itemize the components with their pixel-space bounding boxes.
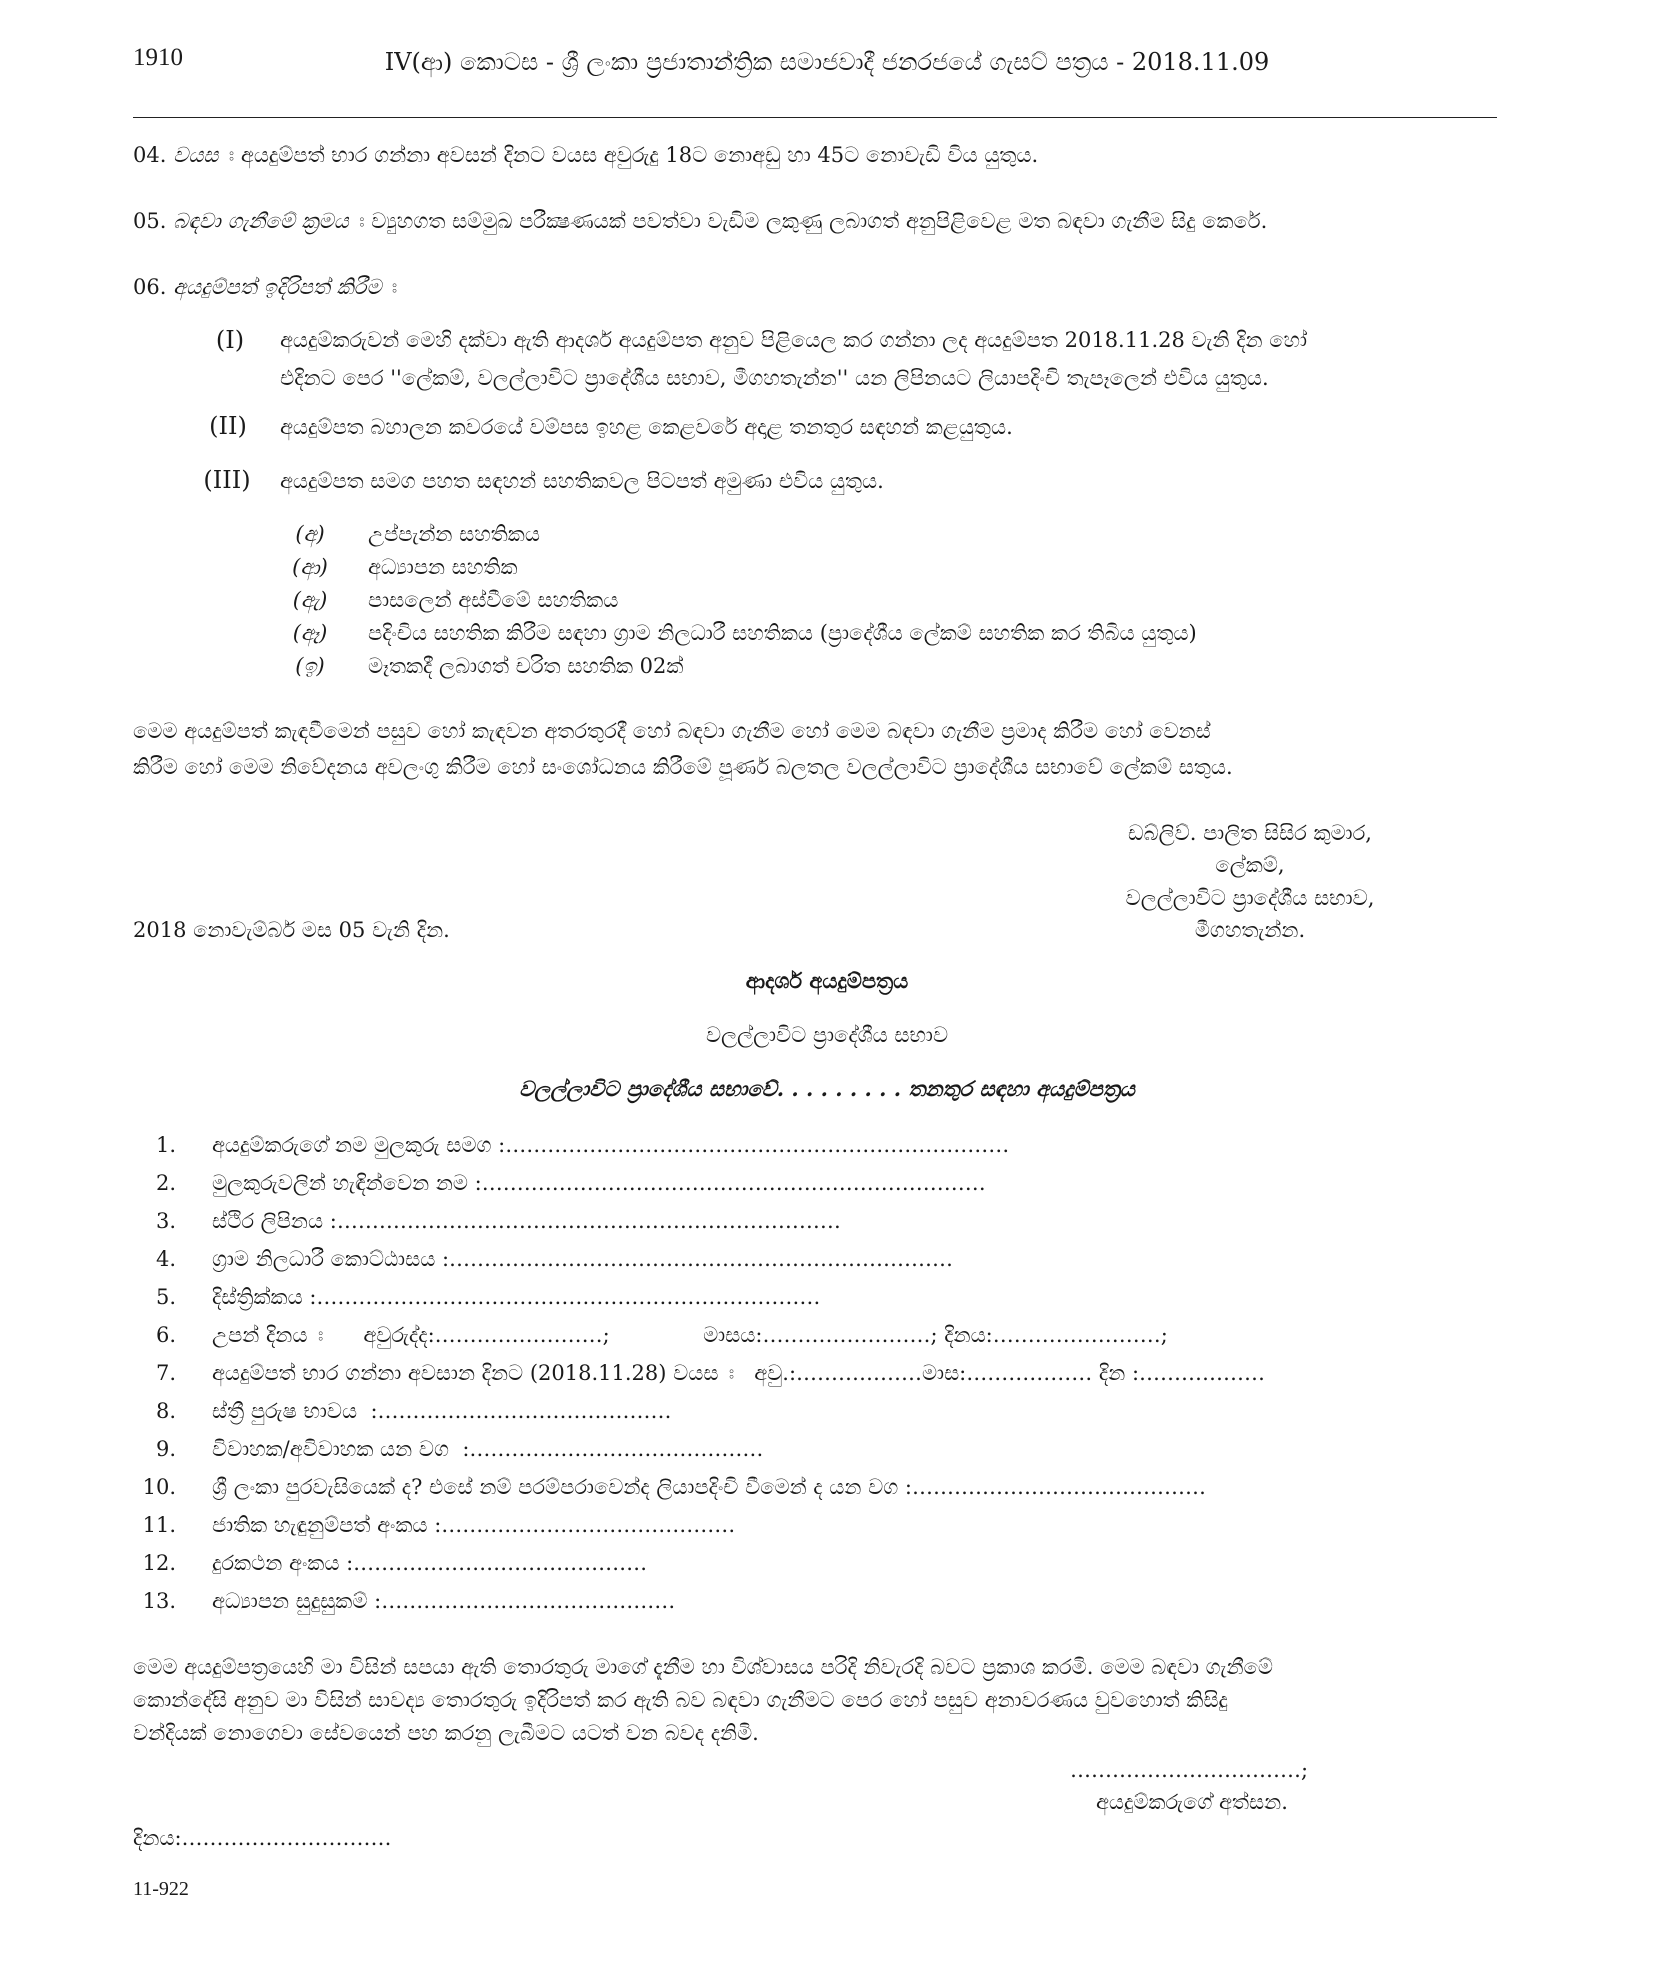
section-04-text: ඃ අයදුම්පත් භාර ගන්නා අවසන් දිනට වයස අවුරුදු 18ට නොඅඩු හා 45ට නොවැඩි විය යුතුය. — [218, 143, 1039, 167]
declaration-line: මෙම අයදුම්පත්‍රයෙහි මා විසින් සපයා ඇති තොරතුරු මාගේ දැනීම හා විශ්වාසය පරිදි නිවැරදි බවට ප්‍රකාශ කරමි. මෙම බඳවා ගැනීමේ — [133, 1655, 1273, 1679]
form-field-number: 3. — [155, 1209, 176, 1233]
document-text: අධ්‍යාපන සහතික — [368, 555, 518, 579]
sub-item-number: (I) — [215, 326, 245, 354]
section-06 — [133, 275, 397, 300]
form-field-text: අයදුම්පත් භාර ගන්නා අවසාන දිනට (2018.11.28) වයස ඃ අවු.:………………මාස:……………… දින :……………… — [212, 1361, 1266, 1385]
form-field-text: ශ්‍රී ලංකා පුරවැසියෙක් ද? එසේ නම් පරම්පරාවෙන්ද ලියාපදිංචි වීමෙන් ද යන වග :…………………………………… — [212, 1475, 1207, 1499]
form-field-text: ජාතික හැඳුනුම්පත් අංකය :…………………………………… — [212, 1513, 736, 1537]
notice-date: 2018 නොවැම්බර් මස 05 වැනි දින. — [133, 918, 450, 942]
form-field-text: දිස්ත්‍රික්කය :……………………………………………………………… — [212, 1285, 821, 1309]
form-field-text: අයදුම්කරුගේ නම මුලකුරු සමග :……………………………………………………………… — [212, 1133, 1010, 1157]
signatory-title: ලේකම්, — [1215, 853, 1285, 877]
running-header: IV(ආ) කොටස - ශ්‍රී ලංකා ප්‍රජාතාන්ත්‍රික සමාජවාදී ජනරජයේ ගැසට් පත්‍රය - 2018.11.09 — [384, 48, 1270, 76]
section-06-text: ඃ — [381, 275, 398, 299]
document-text: උප්පැන්න සහතිකය — [368, 522, 540, 546]
document-text: පදිංචිය සහතික කිරීම සඳහා ග්‍රාම නිලධාරී සහතිකය (ප්‍රාදේශීය ලේකම් සහතික කර තිබිය යුතුය) — [368, 621, 1197, 645]
signature-label: අයදුම්කරුගේ අත්සන. — [1096, 1790, 1288, 1814]
section-04-title: වයස — [173, 143, 219, 167]
form-field-number: 2. — [155, 1171, 176, 1195]
signatory-place: මීගහතැන්න. — [1194, 918, 1306, 942]
sub-item-text: එදිනට පෙර ''ලේකම්, වලල්ලාවිට ප්‍රාදේශීය සභාව, මීගහතැන්න'' යන ලිපිනයට ලියාපදිංචි තැපෑලෙන් එවිය යුතුය. — [280, 366, 1269, 390]
document-label: (ඈ) — [292, 621, 328, 645]
model-form-heading: ආදර්ශ අයදුම්පත්‍රය — [745, 968, 909, 993]
sub-item-number: (III) — [203, 466, 251, 494]
form-field-number: 9. — [155, 1437, 176, 1461]
document-label: (ඉ) — [295, 654, 325, 678]
date-field: දිනය:………………………… — [133, 1826, 392, 1850]
signatory-name: ඩබ්ලිව්. පාලිත සිසිර කුමාර, — [1128, 821, 1372, 845]
footer-code: 11-922 — [133, 1878, 189, 1900]
header-rule — [133, 117, 1497, 118]
form-field-number: 1. — [155, 1133, 176, 1157]
section-04-number: 04. — [133, 143, 167, 167]
sub-item-text: අයදුම්කරුවන් මෙහි දක්වා ඇති ආදර්ශ අයදුම්පත අනුව පිළියෙල කර ගන්නා ලද අයදුම්පත 2018.11.28 වැනි දින හෝ — [280, 328, 1307, 352]
model-form-subtitle: වලල්ලාවිට ප්‍රාදේශීය සභාවේ. . . . . . . . . තනතුර සඳහා අයදුම්පත්‍රය — [519, 1076, 1135, 1101]
section-06-number: 06. — [133, 275, 167, 299]
reservation-line: කිරීම හෝ මෙම නිවේදනය අවලංගු කිරීම හෝ සංශෝධනය කිරීමේ පූර්ණ බලතල වලල්ලාවිට ප්‍රාදේශීය සභාවේ ලේකම් සතුය. — [133, 755, 1233, 779]
document-text: මෑතකදී ලබාගත් චරිත සහතික 02ක් — [368, 654, 684, 678]
form-field-number: 13. — [142, 1589, 176, 1613]
declaration-line: කොන්දේසි අනුව මා විසින් සාවද්‍ය තොරතුරු ඉදිරිපත් කර ඇති බව බඳවා ගැනීමට පෙර හෝ පසුව අනාවරණය වුවහොත් කිසිදු — [133, 1688, 1228, 1712]
section-05-number: 05. — [133, 209, 167, 233]
form-field-number: 12. — [142, 1551, 176, 1575]
document-label: (ආ) — [292, 555, 328, 579]
form-field-text: ස්ත්‍රී පුරුෂ භාවය :…………………………………… — [212, 1399, 672, 1423]
form-field-number: 5. — [155, 1285, 176, 1309]
form-field-number: 10. — [142, 1475, 176, 1499]
form-field-text: ස්ථිර ලිපිනය :……………………………………………………………… — [212, 1209, 841, 1233]
section-05-title: බඳවා ගැනීමේ ක්‍රමය — [173, 209, 349, 233]
section-05 — [133, 209, 1267, 234]
form-field-number: 6. — [155, 1323, 176, 1347]
document-label: (අ) — [295, 522, 325, 546]
section-06-title: අයදුම්පත් ඉදිරිපත් කිරීම — [173, 275, 382, 299]
form-field-text: විවාහක/අවිවාහක යන වග :…………………………………… — [212, 1437, 764, 1461]
declaration-line: වන්දියක් නොගෙවා සේවයෙන් පහ කරනු ලැබීමට යටත් වන බවද දනිමි. — [133, 1721, 759, 1745]
section-05-text: ඃ ව්‍යුහගත සම්මුඛ පරීක්‍ෂණයක් පවත්වා වැඩිම ලකුණු ලබාගත් අනුපිළිවෙළ මත බඳවා ගැනීම සිදු කෙරේ. — [348, 209, 1268, 233]
reservation-line: මෙම අයදුම්පත් කැඳවීමෙන් පසුව හෝ කැඳවන අතරතුරදී හෝ බඳවා ගැනීම හෝ මෙම බඳවා ගැනීම ප්‍රමාද කිරීම හෝ වෙනස් — [133, 719, 1211, 743]
document-label: (ඇ) — [292, 588, 328, 612]
form-field-number: 7. — [155, 1361, 176, 1385]
form-field-text: ග්‍රාම නිලධාරී කොට්ඨාසය :……………………………………………………………… — [212, 1247, 954, 1271]
signature-line: ……………………………; — [1070, 1758, 1309, 1782]
form-field-text: මුලකුරුවලින් හැඳින්වෙන නම :……………………………………………………………… — [212, 1171, 986, 1195]
section-04 — [133, 143, 1038, 168]
sub-item-number: (II) — [209, 412, 247, 440]
sub-item-text: අයදුම්පත සමග පහත සඳහන් සහතිකවල පිටපත් අමුණා එවිය යුතුය. — [280, 469, 884, 493]
document-text: පාසලෙන් අස්වීමේ සහතිකය — [368, 588, 619, 612]
sub-item-text: අයදුම්පත බහාලන කවරයේ වම්පස ඉහළ කෙළවරේ අදාළ තනතුර සඳහන් කළයුතුය. — [280, 415, 1013, 439]
form-field-text: උපන් දිනය ඃ අවුරුද්ද:……………………; මාසය:……………………; දිනය:……………………; — [212, 1323, 1168, 1347]
form-field-number: 8. — [155, 1399, 176, 1423]
form-field-number: 4. — [155, 1247, 176, 1271]
form-field-number: 11. — [142, 1513, 176, 1537]
page-number: 1910 — [133, 44, 183, 71]
signatory-office: වලල්ලාවිට ප්‍රාදේශීය සභාව, — [1125, 886, 1375, 910]
form-field-text: දුරකථන අංකය :…………………………………… — [212, 1551, 648, 1575]
model-form-council: වලල්ලාවිට ප්‍රාදේශීය සභාව — [705, 1023, 949, 1047]
form-field-text: අධ්‍යාපන සුදුසුකම් :…………………………………… — [212, 1589, 676, 1613]
